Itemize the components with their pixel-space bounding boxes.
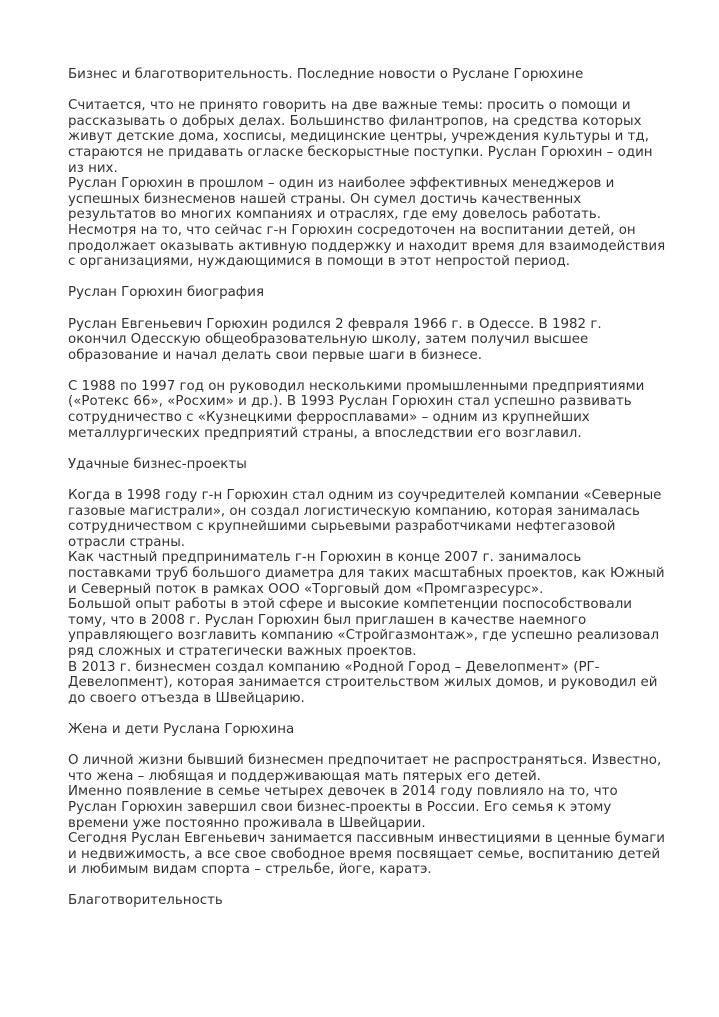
text-line: и недвижимость, а все свое свободное время посвящает семье, воспитанию детей — [68, 846, 661, 862]
text-line: тому, что в 2008 г. Руслан Горюхин был приглашен в качестве наемного — [68, 612, 587, 628]
text-line: времени уже постоянно проживала в Швейцарии. — [68, 815, 426, 831]
text-line: до своего отъезда в Швейцарию. — [68, 690, 305, 706]
title-line: Бизнес и благотворительность. Последние новости о Руслане Горюхине — [68, 67, 584, 82]
text-line: результатов во многих компаниях и отраслях, где ему довелось работать. — [68, 207, 602, 223]
section-heading: Руслан Горюхин биография — [68, 285, 265, 301]
text-line: что жена – любящая и поддерживающая мать пятерых его детей. — [68, 768, 541, 784]
text-line: продолжает оказывать активную поддержку и находит время для взаимодействия — [68, 238, 666, 254]
text-line: С 1988 по 1997 год он руководил несколькими промышленными предприятиями — [68, 378, 645, 394]
text-line: образование и начал делать свои первые шаги в бизнесе. — [68, 347, 482, 363]
text-line: Руслан Горюхин завершил свои бизнес-проекты в России. Его семья к этому — [68, 799, 612, 815]
text-line: Когда в 1998 году г-н Горюхин стал одним из соучредителей компании «Северные — [68, 488, 662, 504]
text-line: с организациями, нуждающимися в помощи в этот непростой период. — [68, 254, 570, 270]
text-line: успешных бизнесменов нашей страны. Он сумел достичь качественных — [68, 191, 582, 207]
section-heading: Жена и дети Руслана Горюхина — [68, 721, 295, 737]
document-title — [68, 67, 658, 83]
text-line: окончил Одесскую общеобразовательную школу, затем получил высшее — [68, 332, 589, 348]
intro-section — [68, 98, 666, 270]
text-line: Руслан Горюхин в прошлом – один из наиболее эффективных менеджеров и — [68, 176, 615, 192]
text-line: Большой опыт работы в этой сфере и высокие компетенции поспособствовали — [68, 597, 632, 613]
bio-heading — [68, 285, 658, 301]
text-line: и Северный поток в рамках ООО «Торговый дом «Промгазресурс». — [68, 581, 544, 597]
bio-paragraph-1 — [68, 317, 658, 364]
family-heading — [68, 722, 658, 738]
text-line: сотрудничество с «Кузнецкими ферросплавами» – одним из крупнейших — [68, 410, 590, 426]
intro-paragraph-1 — [68, 98, 658, 176]
text-line: из них. — [68, 160, 118, 176]
family-paragraph-3 — [68, 831, 666, 878]
text-line: рассказывать о добрых делах. Большинство филантропов, на средства которых — [68, 113, 642, 129]
text-line: стараются не придавать огласке бескорыстные поступки. Руслан Горюхин – один — [68, 144, 653, 160]
family-paragraph-2 — [68, 784, 658, 831]
text-line: ряд сложных и стратегически важных проектов. — [68, 643, 417, 659]
text-line: («Ротекс 66», «Росхим» и др.). В 1993 Руслан Горюхин стал успешно развивать — [68, 394, 632, 410]
projects-paragraph-2 — [68, 550, 665, 597]
text-line: О личной жизни бывший бизнесмен предпочитает не распространяться. Известно, — [68, 753, 662, 769]
text-line: поставками труб большого диаметра для таких масштабных проектов, как Южный — [68, 566, 665, 581]
projects-paragraph-3 — [68, 597, 658, 659]
text-line: сотрудничеством с крупнейшими сырьевыми разработчиками нефтегазовой — [68, 519, 616, 535]
family-paragraph-1 — [68, 753, 662, 784]
section-heading: Удачные бизнес-проекты — [68, 456, 247, 472]
intro-paragraph-2 — [68, 176, 666, 270]
text-line: Руслан Евгеньевич Горюхин родился 2 февраля 1966 г. в Одессе. В 1982 г. — [68, 316, 602, 332]
text-line: Девелопмент), которая занимается строительством жилых домов, и руководил ей — [68, 675, 658, 691]
charity-heading — [68, 893, 658, 909]
text-line: Сегодня Руслан Евгеньевич занимается пассивным инвестициями в ценные бумаги — [68, 831, 666, 847]
projects-paragraph-4 — [68, 660, 658, 707]
text-line: живут детские дома, хосписы, медицинские центры, учреждения культуры и тд, — [68, 129, 649, 145]
projects-section — [68, 488, 665, 706]
document-page — [68, 67, 666, 925]
family-section — [68, 753, 666, 878]
text-line: Как частный предприниматель г-н Горюхин в конце 2007 г. занималось — [68, 550, 582, 566]
bio-paragraph-2 — [68, 379, 658, 441]
section-heading: Благотворительность — [68, 893, 223, 909]
text-line: управляющего возглавить компанию «Стройгазмонтаж», где успешно реализовал — [68, 628, 659, 644]
projects-heading — [68, 457, 658, 473]
text-line: и любимым видам спорта – стрельбе, йоге, каратэ. — [68, 862, 432, 878]
projects-paragraph-1 — [68, 488, 662, 550]
text-line: металлургических предприятий страны, а впоследствии его возглавил. — [68, 425, 582, 441]
text-line: Именно появление в семье четырех девочек в 2014 году повлияло на то, что — [68, 784, 618, 800]
text-line: Считается, что не принято говорить на две важные темы: просить о помощи и — [68, 98, 631, 114]
text-line: Несмотря на то, что сейчас г-н Горюхин сосредоточен на воспитании детей, он — [68, 222, 636, 238]
text-line: газовые магистрали», он создал логистическую компанию, которая занималась — [68, 503, 640, 519]
text-line: отрасли страны. — [68, 534, 186, 550]
text-line: В 2013 г. бизнесмен создал компанию «Родной Город – Девелопмент» (РГ- — [68, 659, 600, 675]
